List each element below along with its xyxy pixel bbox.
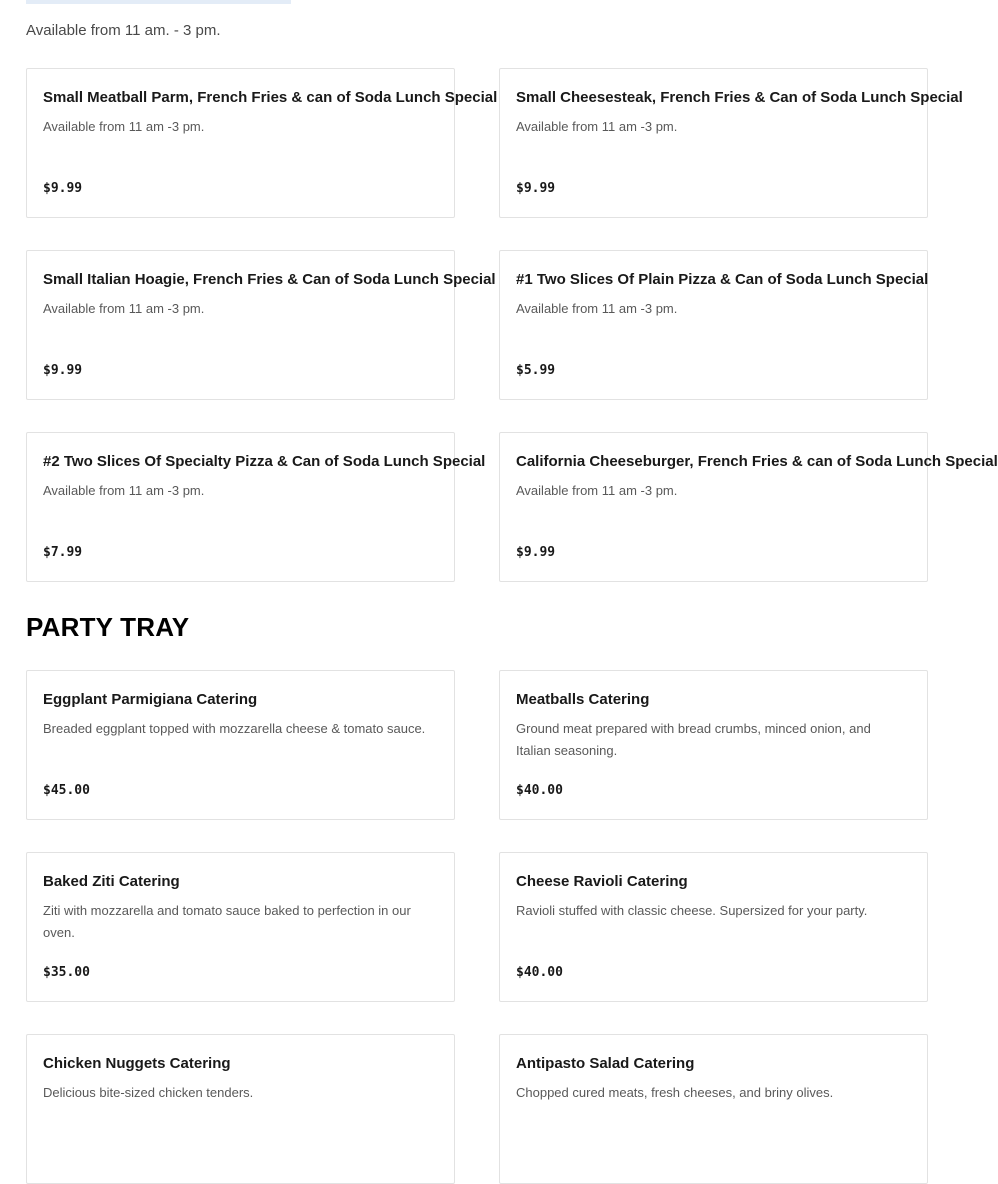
menu-item-price: $45.00 xyxy=(43,783,90,798)
menu-item-description: Ground meat prepared with bread crumbs, minced onion, and Italian seasoning. xyxy=(516,721,871,758)
menu-item-card[interactable] xyxy=(499,250,928,400)
menu-item-card[interactable] xyxy=(26,250,496,400)
menu-item-card[interactable] xyxy=(499,670,928,820)
menu-item-price: $35.00 xyxy=(43,965,90,980)
menu-item-name: Chicken Nuggets Catering xyxy=(43,1055,231,1072)
menu-item-description: Available from 11 am -3 pm. xyxy=(516,483,678,498)
party-tray-heading: PARTY TRAY xyxy=(26,612,190,642)
section-tab-underline xyxy=(26,0,291,4)
menu-item-price: $9.99 xyxy=(43,181,83,196)
menu-item-name: Cheese Ravioli Catering xyxy=(516,873,688,890)
lunch-specials-grid xyxy=(26,68,998,582)
menu-item-name: Small Cheesesteak, French Fries & Can of Soda Lunch Special xyxy=(516,89,963,106)
menu-item-description: Available from 11 am -3 pm. xyxy=(43,119,205,134)
menu-item-description: Ziti with mozzarella and tomato sauce baked to perfection in our oven. xyxy=(43,903,411,940)
party-tray-grid xyxy=(26,670,928,1184)
menu-item-name: California Cheeseburger, French Fries & can of Soda Lunch Special xyxy=(516,453,998,470)
menu-item-description: Ravioli stuffed with classic cheese. Supersized for your party. xyxy=(516,903,868,918)
menu-item-card[interactable] xyxy=(499,68,963,218)
menu-item-description: Delicious bite-sized chicken tenders. xyxy=(43,1085,254,1100)
menu-item-description: Available from 11 am -3 pm. xyxy=(516,301,678,316)
menu-item-card[interactable] xyxy=(499,1034,928,1184)
menu-item-name: #2 Two Slices Of Specialty Pizza & Can of Soda Lunch Special xyxy=(43,453,486,470)
menu-item-description: Available from 11 am -3 pm. xyxy=(516,119,678,134)
menu-item-price: $9.99 xyxy=(516,181,556,196)
menu-item-card[interactable] xyxy=(26,852,455,1002)
menu-item-name: #1 Two Slices Of Plain Pizza & Can of Soda Lunch Special xyxy=(516,271,929,288)
menu-item-name: Small Italian Hoagie, French Fries & Can of Soda Lunch Special xyxy=(43,271,496,288)
menu-item-price: $9.99 xyxy=(516,545,556,560)
menu-item-card[interactable] xyxy=(499,432,998,582)
menu-item-name: Baked Ziti Catering xyxy=(43,873,180,890)
menu-item-card[interactable] xyxy=(499,852,928,1002)
menu-item-price: $7.99 xyxy=(43,545,83,560)
menu-item-description: Available from 11 am -3 pm. xyxy=(43,483,205,498)
menu-item-name: Small Meatball Parm, French Fries & can of Soda Lunch Special xyxy=(43,89,498,106)
menu-item-name: Antipasto Salad Catering xyxy=(516,1055,695,1072)
menu-item-price: $40.00 xyxy=(516,783,563,798)
menu-item-card[interactable] xyxy=(26,432,486,582)
lunch-availability-note: Available from 11 am. - 3 pm. xyxy=(26,22,221,39)
menu-item-card[interactable] xyxy=(26,670,455,820)
menu-item-price: $40.00 xyxy=(516,965,563,980)
menu-item-price: $9.99 xyxy=(43,363,83,378)
menu-item-card[interactable] xyxy=(26,68,498,218)
menu-item-description: Available from 11 am -3 pm. xyxy=(43,301,205,316)
menu-item-card[interactable] xyxy=(26,1034,455,1184)
menu-item-name: Eggplant Parmigiana Catering xyxy=(43,691,258,708)
menu-item-description: Chopped cured meats, fresh cheeses, and briny olives. xyxy=(516,1085,834,1100)
menu-item-name: Meatballs Catering xyxy=(516,691,650,708)
menu-item-description: Breaded eggplant topped with mozzarella cheese & tomato sauce. xyxy=(43,721,426,736)
menu-item-price: $5.99 xyxy=(516,363,556,378)
